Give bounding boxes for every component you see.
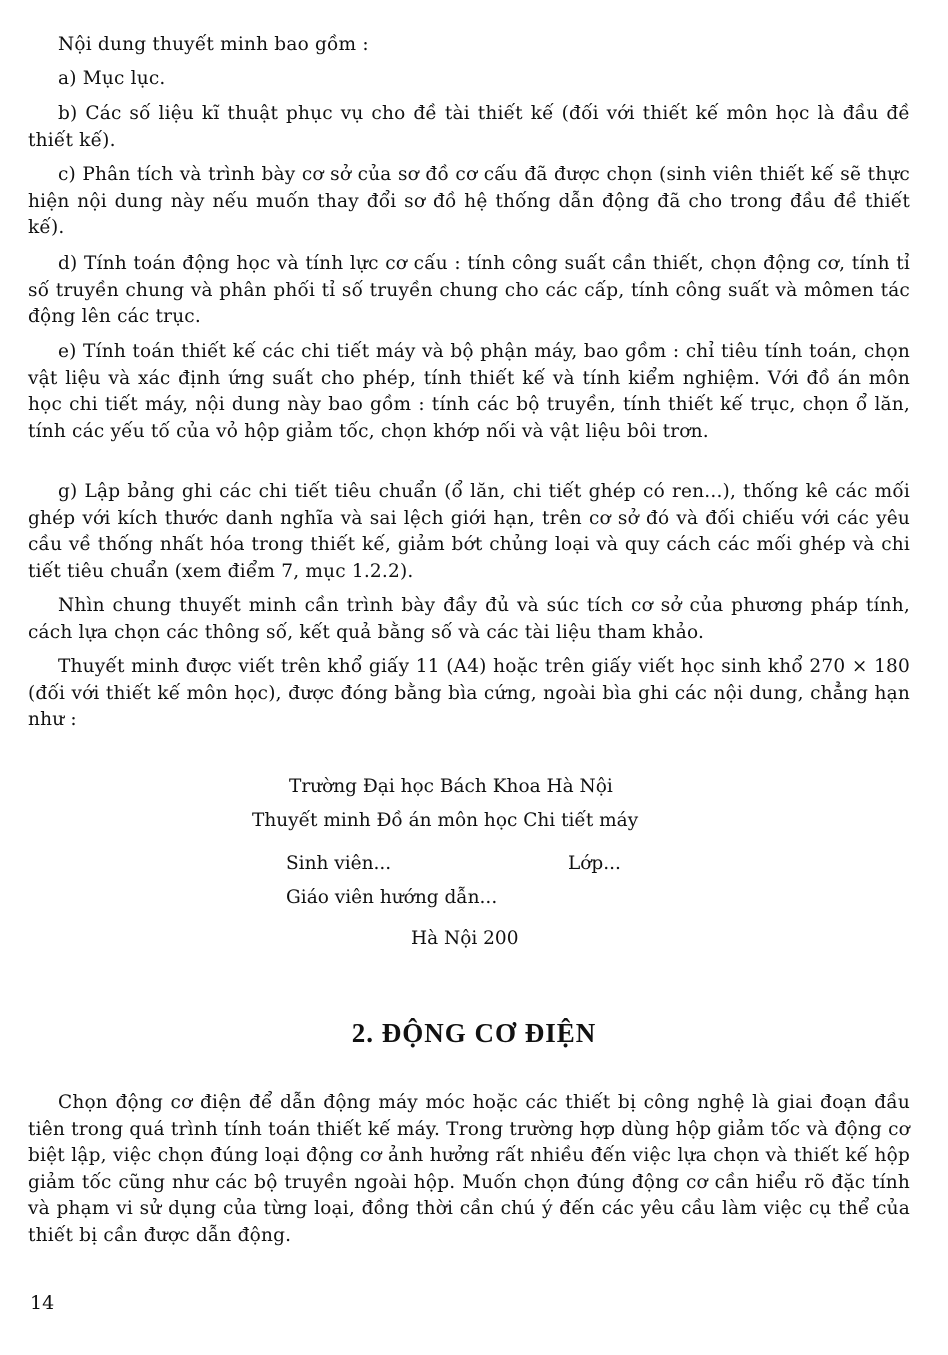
cover-university: Trường Đại học Bách Khoa Hà Nội [289, 776, 613, 797]
item-e: e) Tính toán thiết kế các chi tiết máy và bộ phận máy, bao gồm : chỉ tiêu tính toán, chọn vật liệu và xác định ứng suất cho phép, tính thiết kế và tính kiểm nghiệm. Với đồ án môn học chi tiết máy, nội dung này bao gồm : tính các bộ truyền, tính thiết kế trục, chọn ổ lăn, tính các yếu tố của vỏ hộp giảm tốc, chọn khớp nối và vật liệu bôi trơn. [28, 341, 910, 442]
format-paragraph: Thuyết minh được viết trên khổ giấy 11 (A4) hoặc trên giấy viết học sinh khổ 270 × 180 (đối với thiết kế môn học), được đóng bằng bìa cứng, ngoài bìa ghi các nội dung, chẳng hạn như : [28, 656, 910, 730]
cover-subject: Thuyết minh Đồ án môn học Chi tiết máy [252, 810, 639, 831]
item-b: b) Các số liệu kĩ thuật phục vụ cho đề tài thiết kế (đối với thiết kế môn học là đầu đề thiết kế). [28, 103, 910, 151]
cover-supervisor: Giáo viên hướng dẫn... [286, 887, 498, 908]
cover-class: Lớp... [568, 853, 621, 874]
cover-student: Sinh viên... [286, 853, 392, 874]
page-number: 14 [30, 1292, 55, 1314]
summary-paragraph: Nhìn chung thuyết minh cần trình bày đầy đủ và súc tích cơ sở của phương pháp tính, cách lựa chọn các thông số, kết quả bằng số và các tài liệu tham khảo. [28, 595, 910, 643]
section-paragraph: Chọn động cơ điện để dẫn động máy móc hoặc các thiết bị công nghệ là giai đoạn đầu tiên trong quá trình tính toán thiết kế máy. Trong trường hợp dùng hộp giảm tốc và động cơ biệt lập, việc chọn đúng loại động cơ ảnh hưởng rất nhiều đến việc lựa chọn và thiết kế hộp giảm tốc cũng như các bộ truyền ngoài hộp. Muốn chọn đúng động cơ cần hiểu rõ đặc tính và phạm vi sử dụng của từng loại, đồng thời cần chú ý đến các yêu cầu làm việc cụ thể của thiết bị cần được dẫn động. [28, 1092, 910, 1246]
item-d: d) Tính toán động học và tính lực cơ cấu : tính công suất cần thiết, chọn động cơ, tính tỉ số truyền chung và phân phối tỉ số truyền chung cho các cấp, tính công suất và mômen tác động lên các trục. [28, 253, 910, 327]
item-a: a) Mục lục. [58, 68, 166, 89]
item-g: g) Lập bảng ghi các chi tiết tiêu chuẩn (ổ lăn, chi tiết ghép có ren...), thống kê các mối ghép với kích thước danh nghĩa và sai lệch giới hạn, trên cơ sở đó và đối chiếu với các yêu cầu về thống nhất hóa trong thiết kế, giảm bớt chủng loại và quy cách các mối ghép và chi tiết tiêu chuẩn (xem điểm 7, mục 1.2.2). [28, 481, 910, 582]
section-heading: 2. ĐỘNG CƠ ĐIỆN [351, 1018, 597, 1048]
item-c: c) Phân tích và trình bày cơ sở của sơ đồ cơ cấu đã được chọn (sinh viên thiết kế sẽ thực hiện nội dung này nếu muốn thay đổi sơ đồ hệ thống dẫn động đã cho trong đầu đề thiết kế). [28, 164, 910, 238]
cover-place-year: Hà Nội 200 [411, 928, 519, 949]
intro-line: Nội dung thuyết minh bao gồm : [58, 34, 369, 55]
